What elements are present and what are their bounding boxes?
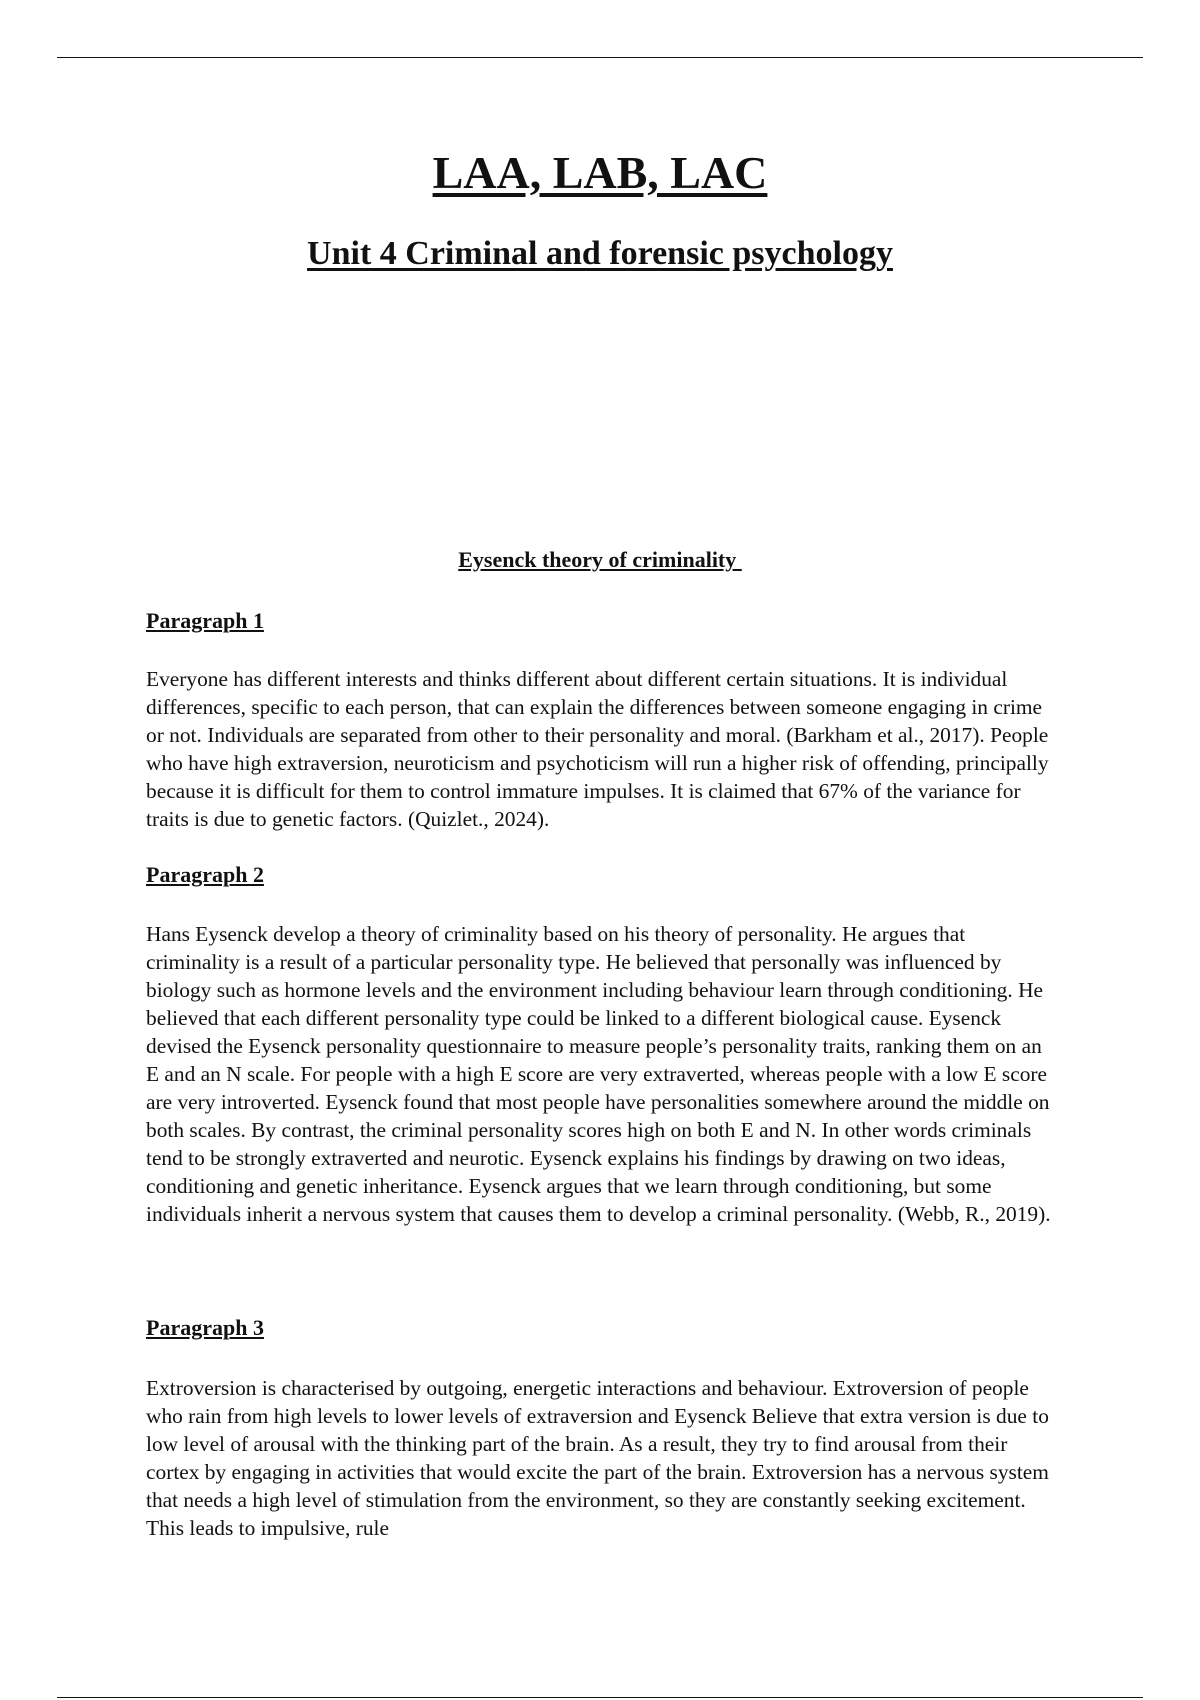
paragraph-3-heading: Paragraph 3 bbox=[146, 1315, 264, 1340]
paragraph-2-text: Hans Eysenck develop a theory of criminality based on his theory of personality. He argues that criminality is a result of a particular personality type. He believed that personally was influenced by biology such as hormone levels and the environment including behaviour learn through conditioning. He believed that each different personality type could be linked to a different biological cause. Eysenck devised the Eysenck personality questionnaire to measure people’s personality traits, ranking them on an E and an N scale. For people with a high E score are very extraverted, whereas people with a low E score are very introverted. Eysenck found that most people have personalities somewhere around the middle on both scales. By contrast, the criminal personality scores high on both E and N. In other words criminals tend to be strongly extraverted and neurotic. Eysenck explains his findings by drawing on two ideas, conditioning and genetic inheritance. Eysenck argues that we learn through conditioning, but some individuals inherit a nervous system that causes them to develop a criminal personality. (Webb, R., 2019). bbox=[146, 922, 1051, 1226]
paragraph-2-heading: Paragraph 2 bbox=[146, 862, 264, 887]
paragraph-1-text: Everyone has different interests and thinks different about different certain situations. It is individual differences, specific to each person, that can explain the differences between someone engaging in crime or not. Individuals are separated from other to their personality and moral. (Barkham et al., 2017). People who have high extraversion, neuroticism and psychoticism will run a higher risk of offending, principally because it is difficult for them to control immature impulses. It is claimed that 67% of the variance for traits is due to genetic factors. (Quizlet., 2024). bbox=[146, 667, 1049, 831]
top-rule bbox=[57, 57, 1143, 58]
document-title: LAA, LAB, LAC bbox=[432, 147, 768, 198]
paragraph-1-heading: Paragraph 1 bbox=[146, 608, 264, 633]
document-subtitle: Unit 4 Criminal and forensic psychology bbox=[307, 235, 893, 272]
bottom-rule bbox=[57, 1697, 1143, 1698]
paragraph-3-text: Extroversion is characterised by outgoing, energetic interactions and behaviour. Extroversion of people who rain from high levels to lower levels of extraversion and Eysenck Believe that extra version is due to low level of arousal with the thinking part of the brain. As a result, they try to find arousal from their cortex by engaging in activities that would excite the part of the brain. Extroversion has a nervous system that needs a high level of stimulation from the environment, so they are constantly seeking excitement. This leads to impulsive, rule bbox=[146, 1376, 1049, 1540]
section-heading: Eysenck theory of criminality bbox=[458, 547, 742, 572]
